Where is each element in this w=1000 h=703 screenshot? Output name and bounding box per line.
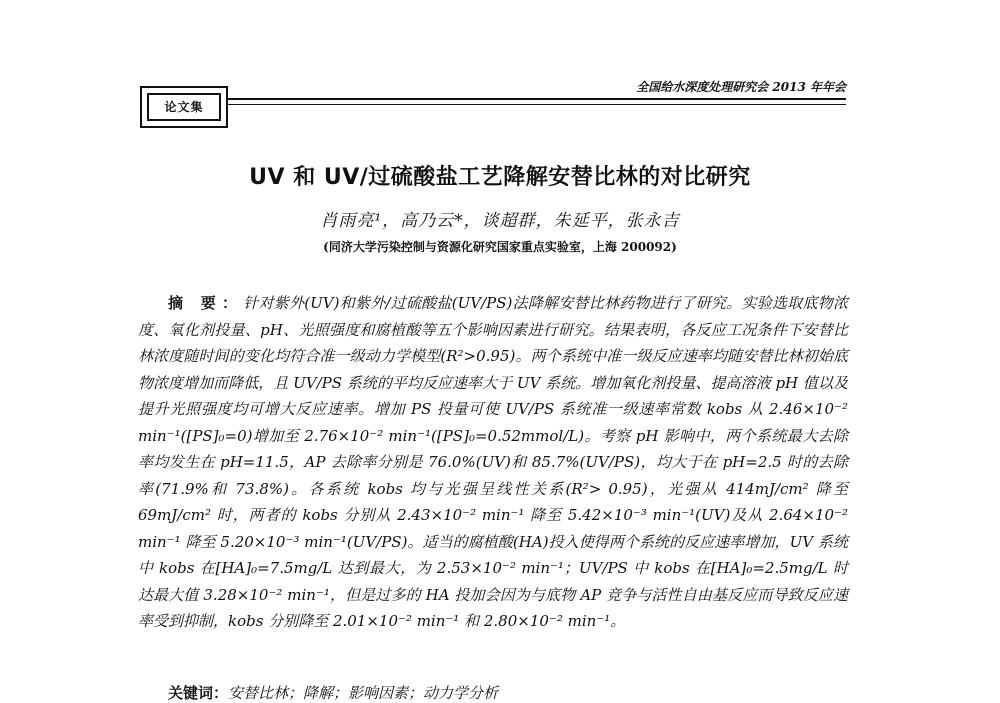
affiliation: (同济大学污染控制与资源化研究国家重点实验室，上海 200092)	[323, 240, 677, 254]
section-tag-frame	[140, 86, 228, 128]
paper-title: UV 和 UV/过硫酸盐工艺降解安替比林的对比研究	[249, 165, 751, 190]
abstract-label: 摘 要：	[168, 294, 244, 312]
header-rule	[228, 98, 846, 100]
header-rule-thin	[228, 104, 846, 105]
section-tag: 论文集	[147, 93, 221, 121]
abstract	[138, 290, 848, 635]
section-tag-box	[140, 86, 226, 126]
keywords-text: 安替比林；降解；影响因素；动力学分析	[228, 684, 499, 702]
keywords	[168, 682, 848, 703]
author-list: 肖雨亮¹，高乃云*，谈超群，朱延平，张永吉	[320, 211, 680, 231]
keywords-label: 关键词：	[168, 684, 229, 702]
abstract-text: 针对紫外(UV)和紫外/过硫酸盐(UV/PS)法降解安替比林药物进行了研究。实验选取底物浓度、氧化剂投量、pH、光照强度和腐植酸等五个影响因素进行研究。结果表明，各反应工况条件下安替比林浓度随时间的变化均符合准一级动力学模型(R²>0.95)。两个系统中准一级反应速率均随安替比林初始底物浓度增加而降低，且 UV/PS 系统的平均反应速率大于 UV 系统。增加氧化剂投量、提高溶液 pH 值以及提升光照强度均可增大反应速率。增加 PS 投量可使 UV/PS 系统准一级速率常数 kobs 从 2.46×10⁻² min⁻¹([PS]₀=0)增加至 2.76×10⁻² min⁻¹([PS]₀=0.52mmol/L)。考察 pH 影响中，两个系统最大去除率均发生在 pH=11.5，AP 去除率分别是 76.0%(UV)和 85.7%(UV/PS)，均大于在 pH=2.5 时的去除率(71.9%和 73.8%)。各系统 kobs 均与光强呈线性关系(R²> 0.95)，光强从 414mJ/cm² 降至 69mJ/cm² 时，两者的 kobs 分别从 2.43×10⁻² min⁻¹ 降至 5.42×10⁻³ min⁻¹(UV)及从 2.64×10⁻² min⁻¹ 降至 5.20×10⁻³ min⁻¹(UV/PS)。适当的腐植酸(HA)投入使得两个系统的反应速率增加，UV 系统中 kobs 在[HA]₀=7.5mg/L 达到最大，为 2.53×10⁻² min⁻¹；UV/PS 中 kobs 在[HA]₀=2.5mg/L 时达最大值 3.28×10⁻² min⁻¹，但是过多的 HA 投加会因为与底物 AP 竞争与活性自由基反应而导致反应速率受到抑制，kobs 分别降至 2.01×10⁻² min⁻¹ 和 2.80×10⁻² min⁻¹。	[138, 294, 848, 630]
conference-header: 全国给水深度处理研究会 2013 年年会	[636, 80, 846, 94]
